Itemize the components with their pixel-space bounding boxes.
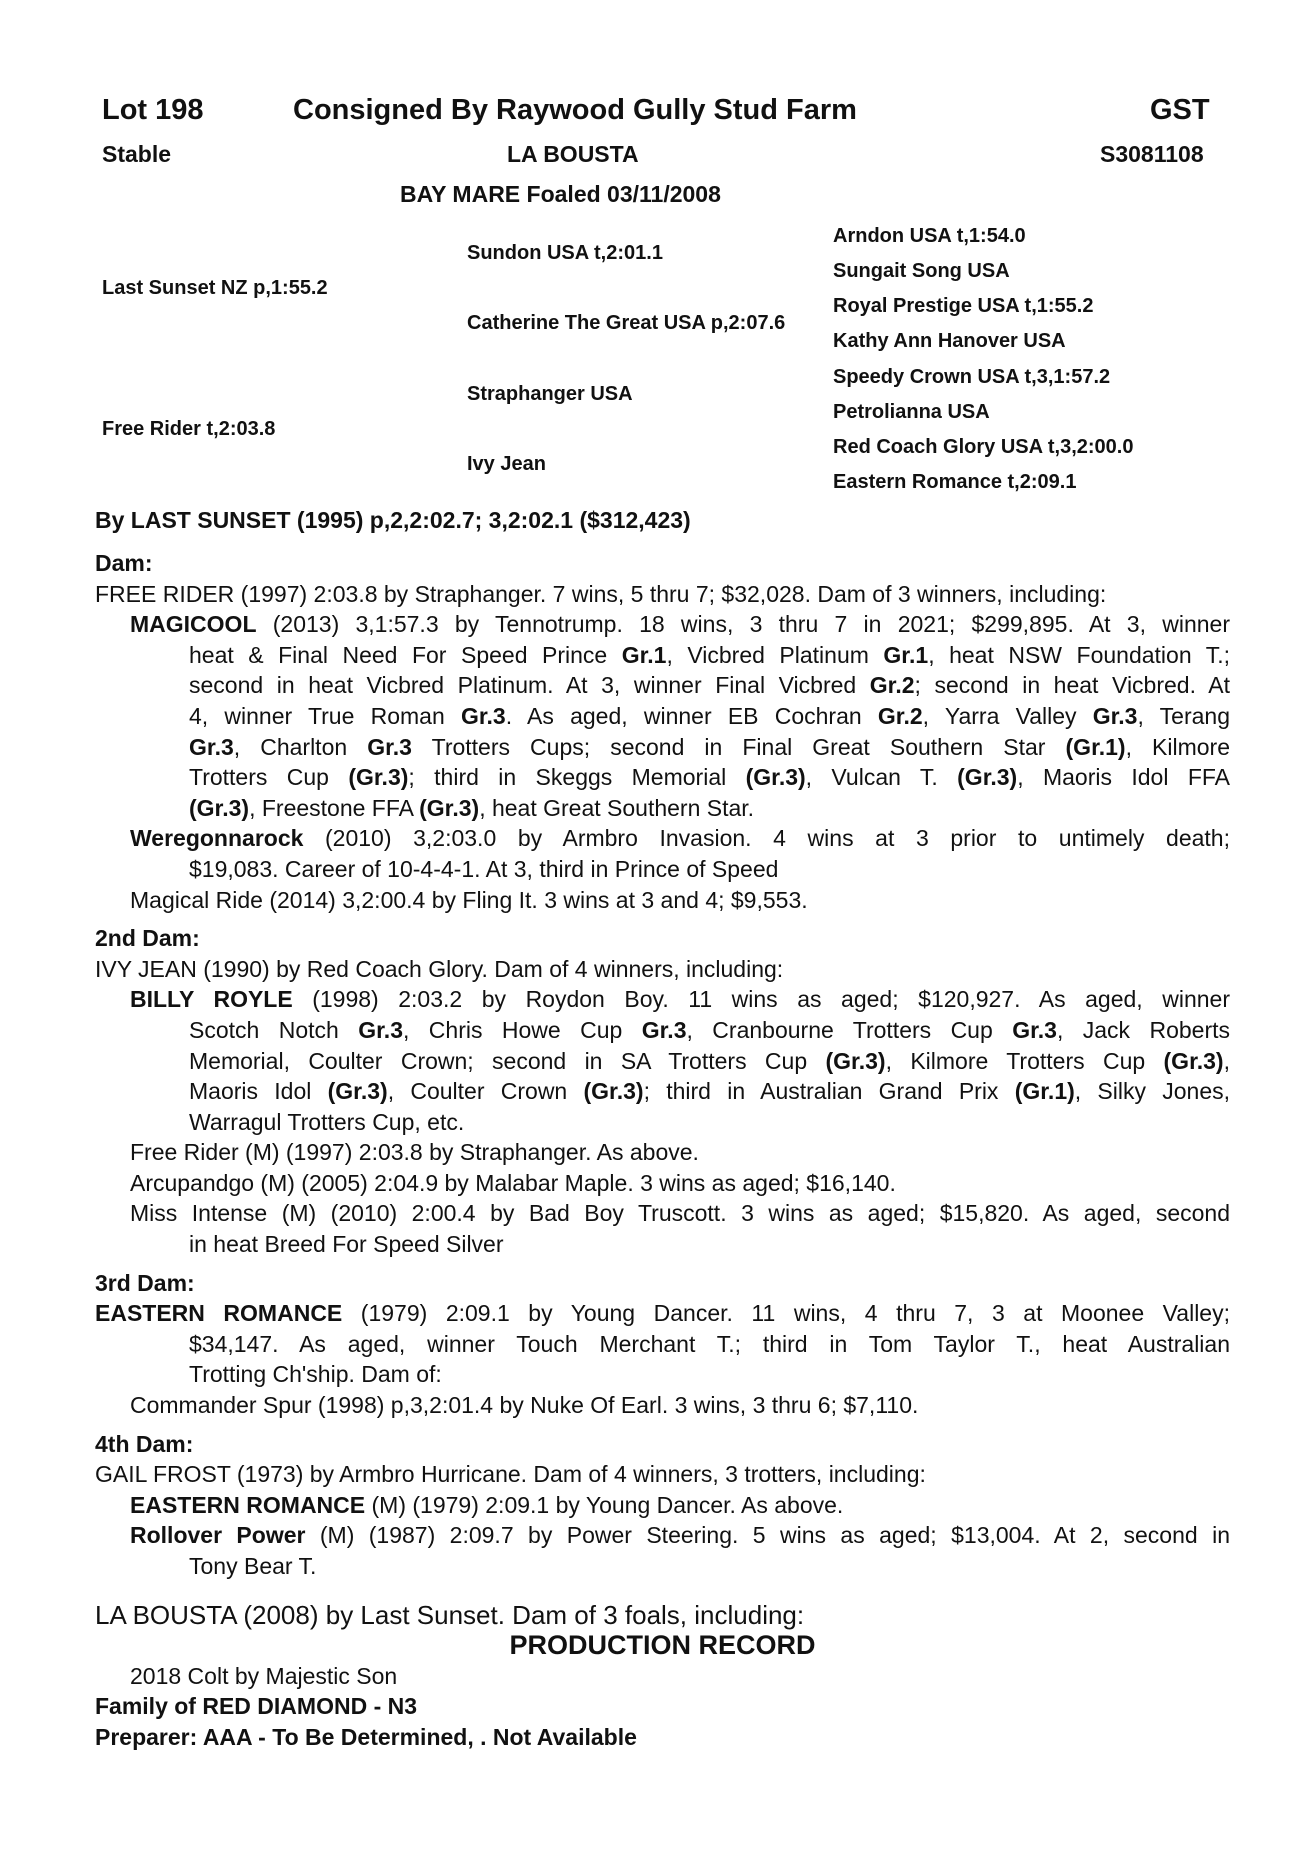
- dam3-line: Trotting Ch'ship. Dam of:: [189, 1361, 442, 1388]
- horse-description: BAY MARE Foaled 03/11/2008: [400, 181, 721, 207]
- pedigree-gen2: Sundon USA t,2:01.1: [467, 242, 663, 264]
- sire-line: By LAST SUNSET (1995) p,2,2:02.7; 3,2:02.1 ($312,423): [95, 507, 691, 533]
- dam3-heading: 3rd Dam:: [95, 1269, 195, 1296]
- progeny-name: MAGICOOL: [130, 611, 257, 638]
- progeny-line: Weregonnarock (2010) 3,2:03.0 by Armbro Invasion. 4 wins at 3 prior to untimely death;: [130, 825, 1230, 852]
- pedigree-gen2: Ivy Jean: [467, 453, 546, 475]
- pedigree-gen2: Straphanger USA: [467, 383, 633, 405]
- progeny-line: Rollover Power (M) (1987) 2:09.7 by Power Steering. 5 wins as aged; $13,004. At 2, second in: [130, 1522, 1230, 1549]
- dam3-intro: EASTERN ROMANCE (1979) 2:09.1 by Young Dancer. 11 wins, 4 thru 7, 3 at Moonee Valley;: [95, 1300, 1230, 1327]
- family-line: Family of RED DIAMOND - N3: [95, 1693, 418, 1720]
- dam2-intro: IVY JEAN (1990) by Red Coach Glory. Dam of 4 winners, including:: [95, 955, 784, 982]
- progeny-name: BILLY ROYLE: [130, 986, 293, 1013]
- progeny-line: Gr.3, Charlton Gr.3 Trotters Cups; second in Final Great Southern Star (Gr.1), Kilmore: [189, 733, 1231, 760]
- preparer-line: Preparer: AAA - To Be Determined, . Not Available: [95, 1723, 637, 1750]
- progeny-line: Memorial, Coulter Crown; second in SA Trotters Cup (Gr.3), Kilmore Trotters Cup (Gr.3),: [189, 1047, 1230, 1074]
- pedigree-gen3: Kathy Ann Hanover USA: [833, 330, 1066, 352]
- pedigree-gen3: Petrolianna USA: [833, 401, 990, 423]
- progeny-line: Miss Intense (M) (2010) 2:00.4 by Bad Boy Truscott. 3 wins as aged; $15,820. As aged, second: [130, 1200, 1230, 1227]
- dam-name: EASTERN ROMANCE: [95, 1300, 343, 1327]
- pedigree-gen3: Eastern Romance t,2:09.1: [833, 471, 1077, 493]
- progeny-line: 4, winner True Roman Gr.3. As aged, winner EB Cochran Gr.2, Yarra Valley Gr.3, Terang: [189, 702, 1230, 729]
- progeny-line: MAGICOOL (2013) 3,1:57.3 by Tennotrump. 18 wins, 3 thru 7 in 2021; $299,895. At 3, winner: [130, 611, 1230, 638]
- pedigree-gen3: Arndon USA t,1:54.0: [833, 225, 1026, 247]
- progeny-line: Free Rider (M) (1997) 2:03.8 by Straphanger. As above.: [130, 1139, 699, 1166]
- dam4-heading: 4th Dam:: [95, 1430, 194, 1457]
- dam-heading: Dam:: [95, 550, 153, 576]
- pedigree-sire: Last Sunset NZ p,1:55.2: [102, 277, 328, 299]
- pedigree-gen3: Sungait Song USA: [833, 260, 1010, 282]
- catalogue-body: [95, 548, 1230, 1753]
- progeny-line: Trotters Cup (Gr.3); third in Skeggs Memorial (Gr.3), Vulcan T. (Gr.3), Maoris Idol FFA: [189, 764, 1230, 791]
- progeny-line: Tony Bear T.: [189, 1553, 317, 1579]
- progeny-line: $19,083. Career of 10-4-4-1. At 3, third in Prince of Speed: [189, 855, 779, 882]
- progeny-line: heat & Final Need For Speed Prince Gr.1, Vicbred Platinum Gr.1, heat NSW Foundation T.;: [189, 641, 1230, 668]
- progeny-line: BILLY ROYLE (1998) 2:03.2 by Roydon Boy. 11 wins as aged; $120,927. As aged, winner: [130, 986, 1230, 1013]
- progeny-line: Warragul Trotters Cup, etc.: [189, 1108, 465, 1135]
- pedigree-gen3: Speedy Crown USA t,3,1:57.2: [833, 366, 1111, 388]
- progeny-line: Scotch Notch Gr.3, Chris Howe Cup Gr.3, Cranbourne Trotters Cup Gr.3, Jack Roberts: [189, 1016, 1231, 1043]
- consignor-title: Consigned By Raywood Gully Stud Farm: [293, 94, 857, 126]
- lot-number: Lot 198: [102, 94, 204, 126]
- progeny-line: Commander Spur (1998) p,3,2:01.4 by Nuke Of Earl. 3 wins, 3 thru 6; $7,110.: [130, 1392, 919, 1419]
- dam-intro: FREE RIDER (1997) 2:03.8 by Straphanger. 7 wins, 5 thru 7; $32,028. Dam of 3 winners, including:: [95, 580, 1107, 607]
- progeny-name: Rollover Power: [130, 1522, 306, 1549]
- production-intro: LA BOUSTA (2008) by Last Sunset. Dam of 3 foals, including:: [95, 1599, 805, 1630]
- dam3-line: $34,147. As aged, winner Touch Merchant T.; third in Tom Taylor T., heat Australian: [189, 1330, 1230, 1357]
- progeny-name: Weregonnarock: [130, 825, 304, 852]
- pedigree-gen3: Red Coach Glory USA t,3,2:00.0: [833, 436, 1134, 458]
- progeny-line: EASTERN ROMANCE (M) (1979) 2:09.1 by Young Dancer. As above.: [130, 1491, 844, 1518]
- progeny-name: EASTERN ROMANCE: [130, 1491, 366, 1518]
- production-heading: PRODUCTION RECORD: [509, 1630, 816, 1661]
- progeny-line: Magical Ride (2014) 3,2:00.4 by Fling It. 3 wins at 3 and 4; $9,553.: [130, 886, 808, 913]
- progeny-line: Maoris Idol (Gr.3), Coulter Crown (Gr.3); third in Australian Grand Prix (Gr.1), Silky Jones,: [189, 1078, 1231, 1105]
- progeny-line: in heat Breed For Speed Silver: [189, 1231, 504, 1258]
- progeny-line: (Gr.3), Freestone FFA (Gr.3), heat Great Southern Star.: [189, 794, 755, 821]
- consignor-code: GST: [1150, 94, 1210, 126]
- stable-label: Stable: [102, 141, 172, 167]
- lot-id: S3081108: [1100, 141, 1204, 167]
- production-entry: 2018 Colt by Majestic Son: [130, 1662, 398, 1689]
- horse-name: LA BOUSTA: [507, 141, 639, 167]
- dam4-intro: GAIL FROST (1973) by Armbro Hurricane. Dam of 4 winners, 3 trotters, including:: [95, 1461, 926, 1488]
- dam2-heading: 2nd Dam:: [95, 925, 200, 952]
- pedigree-gen2: Catherine The Great USA p,2:07.6: [467, 312, 786, 334]
- pedigree-dam: Free Rider t,2:03.8: [102, 418, 276, 440]
- progeny-line: second in heat Vicbred Platinum. At 3, winner Final Vicbred Gr.2; second in heat Vicbred. At: [189, 672, 1231, 699]
- pedigree-gen3: Royal Prestige USA t,1:55.2: [833, 295, 1094, 317]
- progeny-line: Arcupandgo (M) (2005) 2:04.9 by Malabar Maple. 3 wins as aged; $16,140.: [130, 1169, 896, 1196]
